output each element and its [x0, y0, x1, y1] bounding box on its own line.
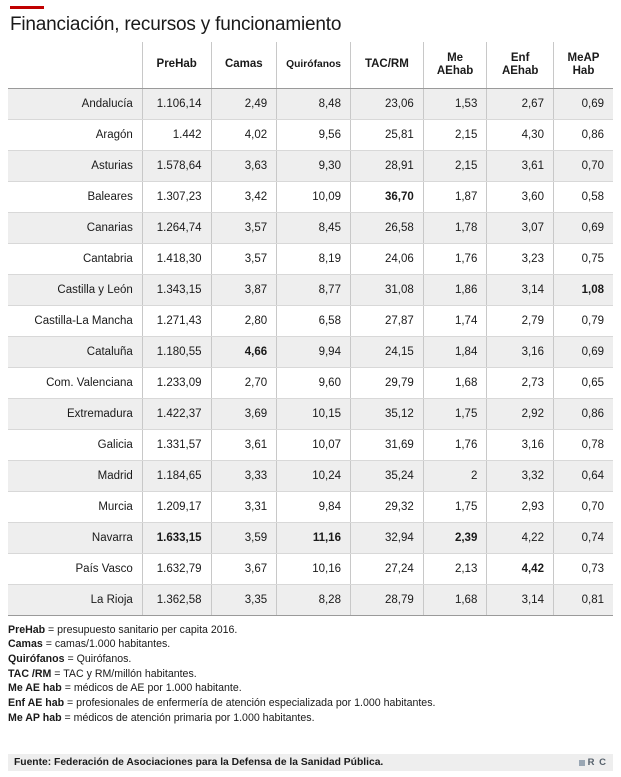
table-cell-region: Castilla-La Mancha [8, 305, 142, 336]
table-cell-value: 2,92 [487, 398, 554, 429]
table-cell-value: 9,56 [277, 119, 351, 150]
table-cell-value: 4,22 [487, 522, 554, 553]
table-cell-value: 8,77 [277, 274, 351, 305]
logo-text: R C [587, 757, 607, 768]
table-cell-value: 0,81 [553, 584, 613, 615]
table-cell-value: 28,91 [350, 150, 423, 181]
table-cell-value: 3,57 [211, 212, 277, 243]
table-cell-value: 1,74 [423, 305, 487, 336]
column-header-quirofanos-label: Quirófanos [286, 59, 342, 71]
table-cell-value: 3,14 [487, 274, 554, 305]
column-header-enf-aehab-label: Enf [510, 51, 530, 64]
table-cell-region: Navarra [8, 522, 142, 553]
table-cell-value: 10,09 [277, 181, 351, 212]
table-cell-region: Murcia [8, 491, 142, 522]
table-cell-value: 1,86 [423, 274, 487, 305]
table-cell-value: 1.209,17 [142, 491, 211, 522]
table-cell-value: 3,67 [211, 553, 277, 584]
table-cell-value: 2,15 [423, 150, 487, 181]
table-cell-value: 31,08 [350, 274, 423, 305]
table-cell-value: 1.442 [142, 119, 211, 150]
table-cell-value: 1.264,74 [142, 212, 211, 243]
legend-note-term: Camas [8, 638, 43, 651]
column-header-tacrm-label: TAC/RM [364, 58, 409, 71]
table-cell-value: 3,16 [487, 336, 554, 367]
legend-notes [8, 623, 613, 725]
table-cell-value: 0,74 [553, 522, 613, 553]
table-cell-value: 1.331,57 [142, 429, 211, 460]
table-cell-value: 0,86 [553, 119, 613, 150]
table-cell-value: 1,78 [423, 212, 487, 243]
table-cell-value: 36,70 [350, 181, 423, 212]
table-cell-value: 0,65 [553, 367, 613, 398]
legend-note-term: Enf AE hab [8, 696, 65, 709]
table-cell-value: 35,24 [350, 460, 423, 491]
logo-square-icon [579, 760, 585, 766]
table-row [8, 119, 613, 150]
table-cell-value: 8,28 [277, 584, 351, 615]
table-cell-value: 9,60 [277, 367, 351, 398]
table-row [8, 336, 613, 367]
table-cell-value: 2,93 [487, 491, 554, 522]
column-header-prehab-label: PreHab [156, 58, 197, 71]
column-header-region [8, 42, 142, 89]
table-cell-value: 11,16 [277, 522, 351, 553]
table-cell-value: 1,68 [423, 584, 487, 615]
table-cell-value: 1,53 [423, 88, 487, 119]
table-cell-region: Galicia [8, 429, 142, 460]
table-cell-value: 25,81 [350, 119, 423, 150]
table-cell-value: 0,58 [553, 181, 613, 212]
table-cell-value: 0,75 [553, 243, 613, 274]
table-cell-value: 24,06 [350, 243, 423, 274]
table-cell-value: 1.578,64 [142, 150, 211, 181]
table-cell-value: 6,58 [277, 305, 351, 336]
column-header-prehab [142, 42, 211, 89]
legend-note [8, 637, 613, 652]
table-cell-region: Cataluña [8, 336, 142, 367]
table-cell-value: 0,79 [553, 305, 613, 336]
table-cell-value: 27,24 [350, 553, 423, 584]
table-cell-value: 3,59 [211, 522, 277, 553]
table-cell-value: 3,16 [487, 429, 554, 460]
table-row [8, 460, 613, 491]
table-cell-value: 3,60 [487, 181, 554, 212]
table-cell-value: 2,13 [423, 553, 487, 584]
table-cell-value: 1.271,43 [142, 305, 211, 336]
table-cell-value: 29,32 [350, 491, 423, 522]
column-header-quirofanos [277, 42, 351, 89]
table-cell-value: 0,73 [553, 553, 613, 584]
column-header-camas [211, 42, 277, 89]
legend-note-text: = TAC y RM/millón habitantes. [51, 667, 197, 680]
table-row [8, 367, 613, 398]
column-header-me-aehab [423, 42, 487, 89]
table-cell-value: 1.362,58 [142, 584, 211, 615]
table-cell-region: La Rioja [8, 584, 142, 615]
table-cell-value: 1.632,79 [142, 553, 211, 584]
table-cell-value: 3,57 [211, 243, 277, 274]
table-cell-value: 0,78 [553, 429, 613, 460]
table-row [8, 553, 613, 584]
table-cell-value: 1.418,30 [142, 243, 211, 274]
column-header-meap-hab-sub: Hab [572, 64, 595, 77]
column-header-me-aehab-label: Me [447, 51, 464, 64]
table-cell-value: 31,69 [350, 429, 423, 460]
table-header [8, 42, 613, 89]
table-cell-value: 23,06 [350, 88, 423, 119]
table-cell-value: 3,69 [211, 398, 277, 429]
table-row [8, 491, 613, 522]
table-cell-value: 8,19 [277, 243, 351, 274]
table-cell-value: 4,02 [211, 119, 277, 150]
table-row [8, 305, 613, 336]
table-row [8, 88, 613, 119]
legend-note-term: Me AP hab [8, 711, 62, 724]
column-header-meap-hab-label: MeAP [567, 51, 600, 64]
table-cell-value: 3,61 [487, 150, 554, 181]
legend-note-term: PreHab [8, 623, 46, 636]
legend-note-term: Me AE hab [8, 682, 62, 695]
table-cell-value: 1,84 [423, 336, 487, 367]
table-cell-value: 9,94 [277, 336, 351, 367]
table-cell-value: 1.184,65 [142, 460, 211, 491]
table-cell-value: 1,76 [423, 429, 487, 460]
legend-note [8, 696, 613, 711]
table-cell-value: 3,32 [487, 460, 554, 491]
table-cell-value: 2,39 [423, 522, 487, 553]
legend-note [8, 623, 613, 638]
table-cell-value: 10,15 [277, 398, 351, 429]
table-row [8, 150, 613, 181]
table-cell-value: 3,87 [211, 274, 277, 305]
table-cell-region: País Vasco [8, 553, 142, 584]
column-header-enf-aehab [487, 42, 554, 89]
legend-note-term: TAC /RM [8, 667, 52, 680]
table-row [8, 274, 613, 305]
title-accent-rule [10, 6, 44, 9]
table-cell-value: 10,07 [277, 429, 351, 460]
table-cell-value: 4,42 [487, 553, 554, 584]
table-row [8, 522, 613, 553]
column-header-tacrm [350, 42, 423, 89]
legend-note-text: = médicos de atención primaria por 1.000 habitantes. [61, 711, 315, 724]
table-cell-value: 35,12 [350, 398, 423, 429]
table-cell-region: Com. Valenciana [8, 367, 142, 398]
table-cell-value: 8,48 [277, 88, 351, 119]
table-cell-value: 2,49 [211, 88, 277, 119]
table-cell-value: 0,70 [553, 150, 613, 181]
table-cell-value: 1.343,15 [142, 274, 211, 305]
table-cell-value: 4,30 [487, 119, 554, 150]
table-cell-value: 27,87 [350, 305, 423, 336]
table-cell-value: 3,61 [211, 429, 277, 460]
table-cell-region: Asturias [8, 150, 142, 181]
table-cell-value: 1.422,37 [142, 398, 211, 429]
legend-note-text: = profesionales de enfermería de atención especializada por 1.000 habitantes. [64, 696, 436, 709]
table-cell-value: 1.180,55 [142, 336, 211, 367]
table-cell-region: Castilla y León [8, 274, 142, 305]
table-cell-value: 1.633,15 [142, 522, 211, 553]
table-row [8, 243, 613, 274]
table-cell-value: 26,58 [350, 212, 423, 243]
table-cell-value: 1.307,23 [142, 181, 211, 212]
table-cell-value: 1.233,09 [142, 367, 211, 398]
table-cell-value: 8,45 [277, 212, 351, 243]
table-row [8, 584, 613, 615]
legend-note-text: = presupuesto sanitario per capita 2016. [45, 623, 238, 636]
table-cell-value: 1,76 [423, 243, 487, 274]
table-cell-value: 10,16 [277, 553, 351, 584]
legend-note [8, 681, 613, 696]
table-cell-value: 0,69 [553, 212, 613, 243]
legend-note-text: = camas/1.000 habitantes. [42, 638, 171, 651]
table-cell-value: 24,15 [350, 336, 423, 367]
page-title: Financiación, recursos y funcionamiento [10, 14, 342, 35]
table-cell-value: 1,08 [553, 274, 613, 305]
table-cell-value: 1.106,14 [142, 88, 211, 119]
table-cell-value: 2,80 [211, 305, 277, 336]
table-cell-value: 4,66 [211, 336, 277, 367]
table-cell-value: 3,42 [211, 181, 277, 212]
table-body [8, 88, 613, 615]
table-header-row [8, 42, 613, 89]
table-cell-value: 2,15 [423, 119, 487, 150]
table-cell-value: 29,79 [350, 367, 423, 398]
table-row [8, 398, 613, 429]
legend-note-term: Quirófanos [8, 653, 65, 666]
table-cell-region: Aragón [8, 119, 142, 150]
table-cell-value: 0,70 [553, 491, 613, 522]
table-cell-value: 3,31 [211, 491, 277, 522]
table-cell-region: Cantabria [8, 243, 142, 274]
table-cell-value: 0,69 [553, 336, 613, 367]
table-cell-region: Baleares [8, 181, 142, 212]
table-cell-value: 3,63 [211, 150, 277, 181]
table-cell-value: 1,87 [423, 181, 487, 212]
legend-note-text: = médicos de AE por 1.000 habitante. [61, 682, 242, 695]
table-cell-value: 0,69 [553, 88, 613, 119]
source-text: Fuente: Federación de Asociaciones para la Defensa de la Sanidad Pública. [14, 757, 384, 768]
table-cell-value: 1,75 [423, 398, 487, 429]
publisher-logo [579, 757, 607, 768]
table-cell-value: 28,79 [350, 584, 423, 615]
table-cell-value: 2 [423, 460, 487, 491]
table-cell-value: 3,14 [487, 584, 554, 615]
table-cell-value: 3,33 [211, 460, 277, 491]
table-cell-value: 10,24 [277, 460, 351, 491]
source-bar [8, 754, 613, 771]
table-cell-value: 1,68 [423, 367, 487, 398]
infographic-page [0, 6, 621, 777]
table-cell-region: Andalucía [8, 88, 142, 119]
table-cell-value: 9,30 [277, 150, 351, 181]
table-cell-value: 3,07 [487, 212, 554, 243]
table-row [8, 212, 613, 243]
data-table [8, 42, 613, 616]
table-row [8, 181, 613, 212]
table-cell-region: Canarias [8, 212, 142, 243]
table-cell-value: 1,75 [423, 491, 487, 522]
table-row [8, 429, 613, 460]
table-cell-value: 9,84 [277, 491, 351, 522]
legend-note [8, 711, 613, 726]
table-cell-value: 3,35 [211, 584, 277, 615]
legend-note [8, 652, 613, 667]
legend-note [8, 667, 613, 682]
table-cell-value: 32,94 [350, 522, 423, 553]
table-cell-value: 2,79 [487, 305, 554, 336]
table-cell-value: 0,86 [553, 398, 613, 429]
table-cell-value: 2,70 [211, 367, 277, 398]
table-cell-value: 2,73 [487, 367, 554, 398]
column-header-enf-aehab-sub: AEhab [501, 64, 539, 77]
table-cell-value: 0,64 [553, 460, 613, 491]
table-cell-value: 3,23 [487, 243, 554, 274]
table-cell-value: 2,67 [487, 88, 554, 119]
column-header-camas-label: Camas [224, 58, 263, 71]
column-header-meap-hab [553, 42, 613, 89]
table-cell-region: Extremadura [8, 398, 142, 429]
legend-note-text: = Quirófanos. [64, 653, 132, 666]
column-header-me-aehab-sub: AEhab [436, 64, 474, 77]
table-cell-region: Madrid [8, 460, 142, 491]
